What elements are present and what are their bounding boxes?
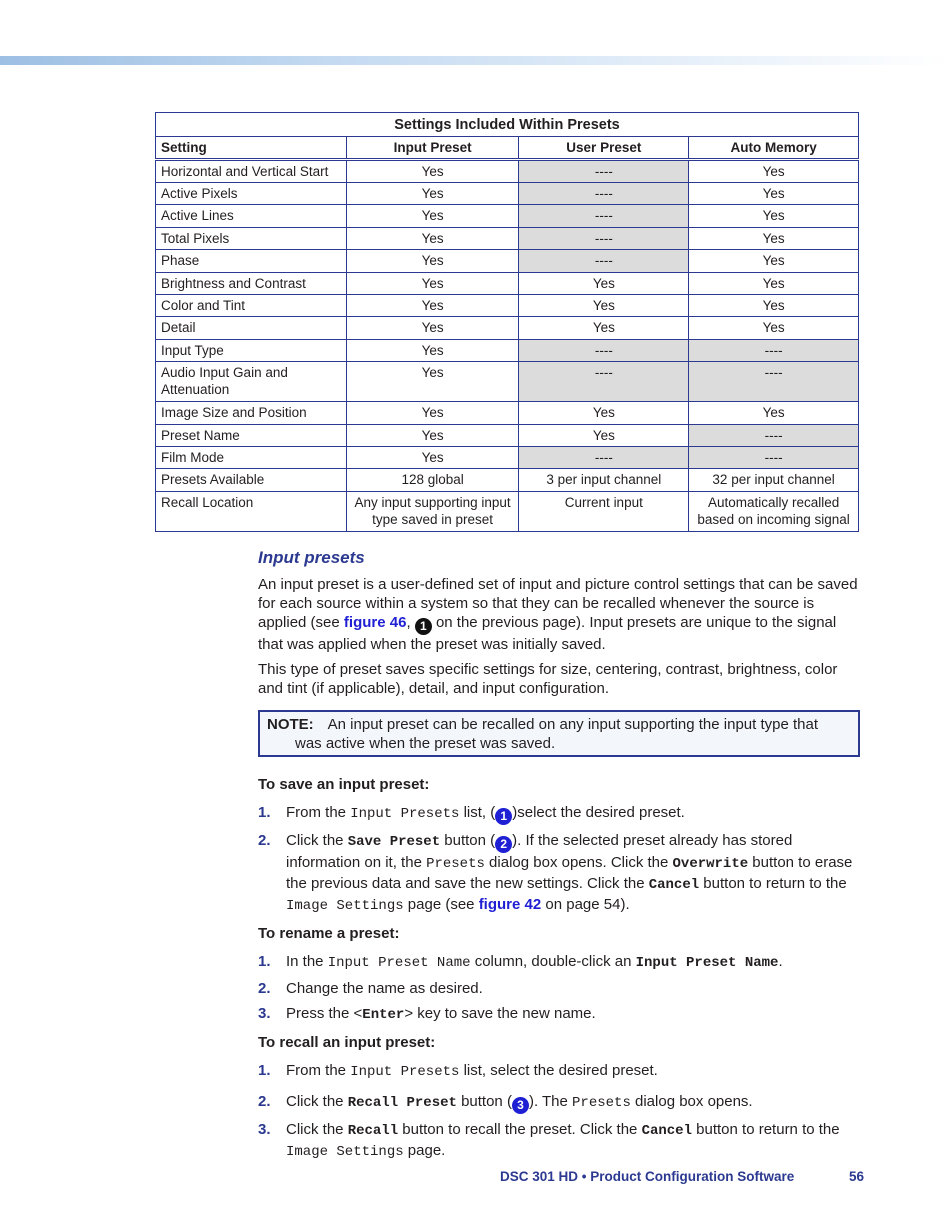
section-title: Input presets	[258, 548, 365, 567]
setting-value-cell: Yes	[519, 294, 689, 316]
setting-name-cell: Active Lines	[156, 205, 347, 227]
list-item: 3. Click the Recall button to recall the preset. Click the Cancel button to return to the Image Settings page.	[258, 1121, 840, 1160]
setting-value-cell: ----	[689, 424, 859, 446]
setting-value-cell: Yes	[346, 362, 519, 402]
setting-name-cell: Active Pixels	[156, 183, 347, 205]
callout-2-icon: 2	[495, 836, 512, 853]
setting-value-cell: Yes	[689, 317, 859, 339]
setting-value-cell: Yes	[346, 250, 519, 272]
table-row	[156, 160, 859, 183]
table-row	[156, 205, 859, 227]
setting-value-cell: Yes	[689, 402, 859, 424]
setting-value-cell: ----	[519, 446, 689, 468]
setting-value-cell: Yes	[346, 317, 519, 339]
setting-name-cell: Horizontal and Vertical Start	[156, 160, 347, 183]
table-row	[156, 317, 859, 339]
callout-3-icon: 3	[512, 1097, 529, 1114]
table-row	[156, 183, 859, 205]
rename-steps	[258, 952, 860, 1025]
list-item: 1. From the Input Presets list, select the desired preset.	[258, 1062, 658, 1080]
note-text-line1: An input preset can be recalled on any input supporting the input type that	[327, 716, 819, 733]
setting-value-cell: ----	[519, 160, 689, 183]
save-procedure-title: To save an input preset:	[258, 776, 430, 793]
setting-value-cell: ----	[689, 339, 859, 361]
table-title: Settings Included Within Presets	[156, 113, 859, 137]
setting-name-cell: Film Mode	[156, 446, 347, 468]
setting-name-cell: Brightness and Contrast	[156, 272, 347, 294]
figure-46-link[interactable]: figure 46	[343, 614, 407, 631]
column-header-user-preset: User Preset	[519, 137, 689, 160]
setting-value-cell: ----	[519, 205, 689, 227]
rename-procedure-title: To rename a preset:	[258, 925, 400, 942]
page-number: 56	[849, 1169, 865, 1184]
column-header-setting: Setting	[156, 137, 347, 160]
recall-steps	[258, 1061, 860, 1162]
setting-name-cell: Total Pixels	[156, 227, 347, 249]
setting-value-cell: Yes	[346, 183, 519, 205]
list-item: 2. Click the Save Preset button ( 2 ). If the selected preset already has stored information on it, the Presets dialog box opens. Click the Overwrite button to erase the previous data and save the new settings. Click the Cancel button to return to the Image Settings page (see figure 42 on page 54).	[258, 832, 853, 914]
setting-value-cell: Yes	[689, 160, 859, 183]
note-label: NOTE:	[267, 716, 314, 733]
setting-value-cell: Yes	[519, 402, 689, 424]
setting-value-cell: Yes	[689, 272, 859, 294]
list-item: 2. Change the name as desired.	[258, 980, 483, 997]
setting-value-cell: ----	[689, 362, 859, 402]
footer-title: DSC 301 HD • Product Configuration Software	[500, 1169, 795, 1184]
setting-value-cell: ----	[519, 183, 689, 205]
table-row	[156, 227, 859, 249]
setting-value-cell: 32 per input channel	[689, 469, 859, 491]
setting-name-cell: Phase	[156, 250, 347, 272]
callout-1-icon: 1	[495, 808, 512, 825]
setting-value-cell: ----	[519, 339, 689, 361]
setting-value-cell: Yes	[689, 227, 859, 249]
setting-name-cell: Preset Name	[156, 424, 347, 446]
setting-name-cell: Recall Location	[156, 491, 347, 531]
list-item: 3. Press the <Enter> key to save the new name.	[258, 1005, 596, 1023]
setting-value-cell: ----	[689, 446, 859, 468]
setting-value-cell: Yes	[519, 272, 689, 294]
column-header-auto-memory: Auto Memory	[689, 137, 859, 160]
setting-value-cell: Any input supporting input type saved in preset	[346, 491, 519, 531]
note-box	[258, 710, 860, 757]
table-row	[156, 294, 859, 316]
setting-value-cell: ----	[519, 250, 689, 272]
table-row	[156, 491, 859, 531]
description-paragraph: This type of preset saves specific settings for size, centering, contrast, brightness, color and tint (if applicable), detail, and input configuration.	[258, 661, 838, 697]
table-row	[156, 339, 859, 361]
table-body	[156, 160, 859, 532]
setting-value-cell: Yes	[689, 250, 859, 272]
setting-name-cell: Input Type	[156, 339, 347, 361]
setting-value-cell: 3 per input channel	[519, 469, 689, 491]
table-row	[156, 250, 859, 272]
table-row	[156, 446, 859, 468]
setting-value-cell: Yes	[346, 446, 519, 468]
table-row	[156, 469, 859, 491]
note-text-line2: was active when the preset was saved.	[295, 735, 556, 752]
setting-value-cell: Yes	[519, 317, 689, 339]
setting-value-cell: Yes	[346, 294, 519, 316]
header-gradient-bar	[0, 56, 950, 65]
setting-value-cell: Yes	[346, 272, 519, 294]
setting-value-cell: Yes	[346, 205, 519, 227]
setting-value-cell: Current input	[519, 491, 689, 531]
setting-name-cell: Detail	[156, 317, 347, 339]
page-footer	[500, 1169, 865, 1184]
setting-value-cell: Yes	[346, 424, 519, 446]
presets-settings-table	[155, 112, 859, 532]
setting-value-cell: Automatically recalled based on incoming signal	[689, 491, 859, 531]
table-row	[156, 272, 859, 294]
setting-name-cell: Audio Input Gain and Attenuation	[156, 362, 347, 402]
figure-42-link[interactable]: figure 42	[478, 896, 542, 913]
save-steps	[258, 803, 860, 916]
intro-paragraph: An input preset is a user-defined set of input and picture control settings that can be saved for each source within a system so that they can be recalled whenever the source is applied (see figure 46, 1 on the previous page). Input presets are unique to the signal that was applied when the preset was initially saved.	[258, 576, 858, 653]
setting-name-cell: Presets Available	[156, 469, 347, 491]
callout-1-icon: 1	[415, 618, 432, 635]
column-header-input-preset: Input Preset	[346, 137, 519, 160]
setting-value-cell: Yes	[689, 183, 859, 205]
list-item: 1. From the Input Presets list, ( 1 )select the desired preset.	[258, 804, 685, 823]
list-item: 2. Click the Recall Preset button ( 3 ). The Presets dialog box opens.	[258, 1093, 753, 1112]
setting-value-cell: 128 global	[346, 469, 519, 491]
setting-value-cell: ----	[519, 227, 689, 249]
recall-procedure-title: To recall an input preset:	[258, 1034, 436, 1051]
main-content	[258, 548, 860, 1170]
list-item: 1. In the Input Preset Name column, double-click an Input Preset Name.	[258, 953, 783, 971]
setting-value-cell: ----	[519, 362, 689, 402]
table-row	[156, 424, 859, 446]
setting-value-cell: Yes	[346, 339, 519, 361]
table-row	[156, 402, 859, 424]
setting-name-cell: Color and Tint	[156, 294, 347, 316]
setting-value-cell: Yes	[689, 294, 859, 316]
setting-value-cell: Yes	[346, 227, 519, 249]
table-row	[156, 362, 859, 402]
setting-value-cell: Yes	[689, 205, 859, 227]
setting-name-cell: Image Size and Position	[156, 402, 347, 424]
setting-value-cell: Yes	[519, 424, 689, 446]
setting-value-cell: Yes	[346, 160, 519, 183]
setting-value-cell: Yes	[346, 402, 519, 424]
